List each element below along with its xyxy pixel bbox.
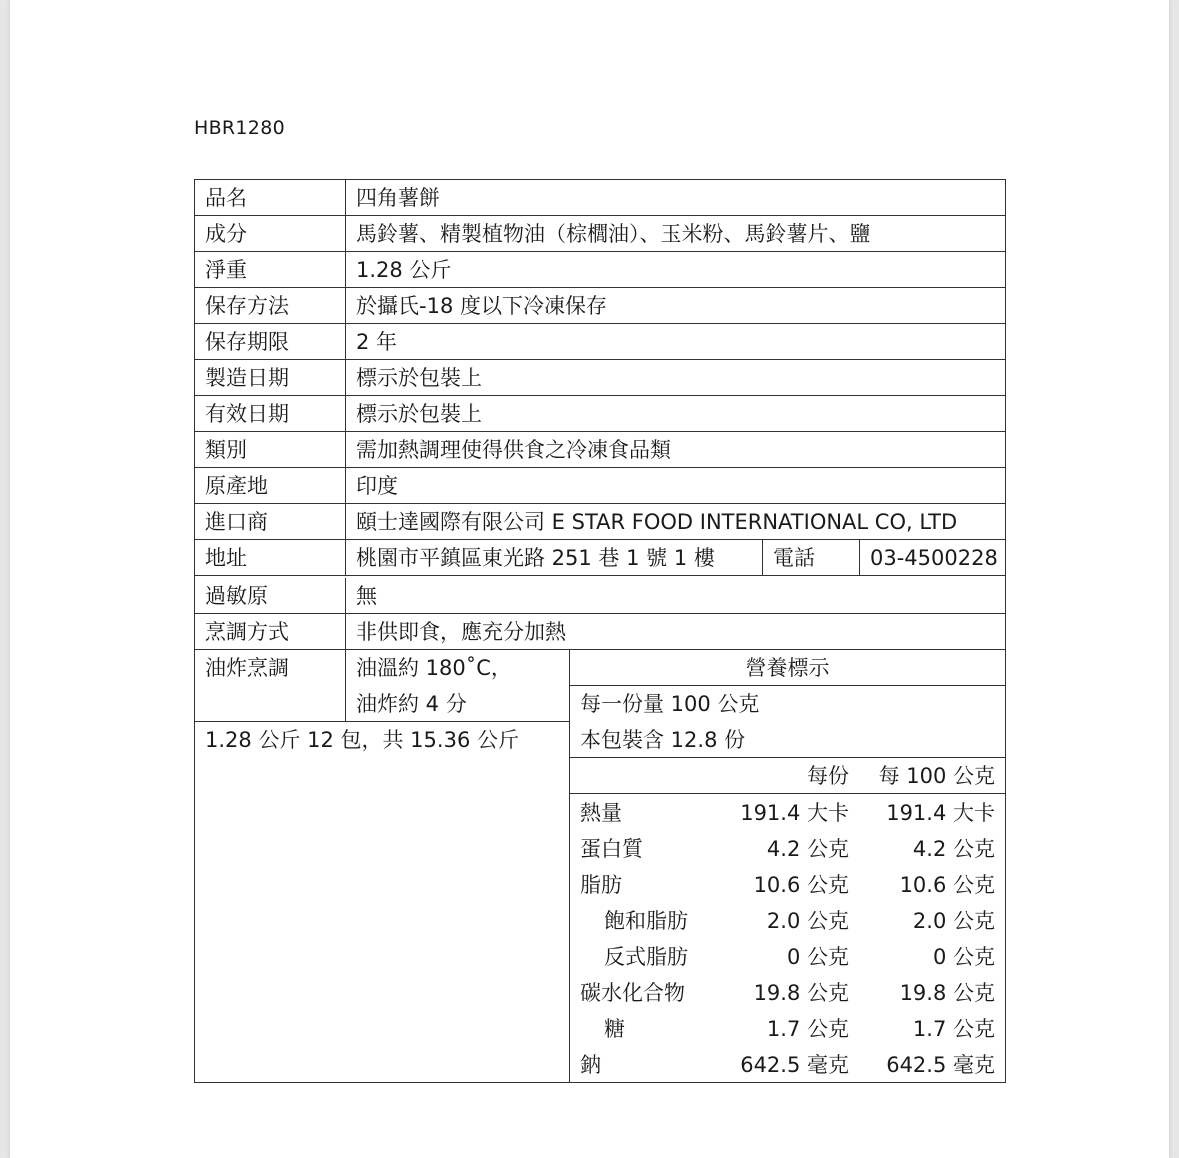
nutrient-per-serving: 4.2 公克 [766, 837, 849, 861]
row-label: 進口商 [195, 504, 346, 539]
row-net-weight [195, 252, 1005, 288]
row-name [195, 180, 1005, 216]
frying-line: 油溫約 180˚C， [356, 656, 512, 680]
row-manufacture-date [195, 360, 1005, 396]
servings-row [570, 722, 1005, 758]
row-value: 馬鈴薯、精製植物油（棕櫚油）、玉米粉、馬鈴薯片、鹽 [356, 222, 871, 246]
row-ingredients [195, 216, 1005, 252]
nutrient-row [570, 939, 1005, 975]
row-allergen [195, 578, 1005, 614]
frying-label: 油炸烹調 [195, 650, 346, 722]
nutrient-per-100g: 2.0 公克 [912, 909, 995, 933]
row-label: 保存期限 [195, 324, 346, 359]
column-header-per-100g: 每 100 公克 [878, 764, 995, 788]
product-code: HBR1280 [194, 117, 285, 139]
nutrient-name: 蛋白質 [580, 837, 643, 861]
row-origin [195, 468, 1005, 504]
nutrition-panel [569, 650, 1005, 1082]
row-value: 標示於包裝上 [356, 402, 482, 426]
nutrient-per-serving: 0 公克 [786, 945, 849, 969]
row-label: 成分 [195, 216, 346, 251]
row-importer [195, 504, 1005, 540]
address-value: 桃園市平鎮區東光路 251 巷 1 號 1 樓 [346, 540, 763, 575]
row-value: 標示於包裝上 [356, 366, 482, 390]
nutrient-name: 熱量 [580, 801, 622, 825]
nutrient-name: 飽和脂肪 [604, 909, 688, 933]
row-value: 印度 [356, 474, 398, 498]
column-header-per-serving: 每份 [807, 764, 849, 788]
row-label: 烹調方式 [195, 614, 346, 649]
nutrient-per-100g: 1.7 公克 [912, 1017, 995, 1041]
nutrient-per-100g: 19.8 公克 [899, 981, 995, 1005]
row-label: 保存方法 [195, 288, 346, 323]
frying-line: 油炸約 4 分 [356, 692, 467, 716]
row-value: 非供即食，應充分加熱 [356, 620, 566, 644]
row-cooking [195, 614, 1005, 650]
nutrient-name: 反式脂肪 [604, 945, 688, 969]
product-spec-table [194, 179, 1006, 1083]
serving-size-row [570, 686, 1005, 722]
nutrient-row [570, 1011, 1005, 1047]
nutrient-name: 糖 [604, 1017, 625, 1041]
nutrient-name: 鈉 [580, 1053, 601, 1077]
row-expiry-date [195, 396, 1005, 432]
nutrient-name: 碳水化合物 [580, 981, 685, 1005]
row-value: 1.28 公斤 [356, 258, 452, 282]
frying-instructions [346, 650, 569, 722]
row-value: 無 [356, 584, 377, 608]
row-label: 過敏原 [195, 578, 346, 613]
nutrient-name: 脂肪 [580, 873, 622, 897]
nutrient-per-100g: 642.5 毫克 [886, 1053, 995, 1077]
row-value: 2 年 [356, 330, 398, 354]
row-label: 有效日期 [195, 396, 346, 431]
nutrient-row [570, 831, 1005, 867]
nutrient-per-serving: 19.8 公克 [753, 981, 849, 1005]
nutrient-per-100g: 191.4 大卡 [886, 801, 995, 825]
row-shelf-life [195, 324, 1005, 360]
row-value: 頤士達國際有限公司 E STAR FOOD INTERNATIONAL CO, LTD [356, 510, 958, 534]
nutrition-title-row [570, 650, 1005, 686]
nutrient-row [570, 795, 1005, 831]
row-label: 原產地 [195, 468, 346, 503]
row-value: 四角薯餅 [356, 186, 440, 210]
serving-size: 每一份量 100 公克 [580, 692, 760, 716]
nutrient-row [570, 903, 1005, 939]
row-label: 地址 [195, 540, 346, 575]
nutrient-row [570, 1047, 1005, 1083]
row-label: 品名 [195, 180, 346, 215]
nutrition-header-row [570, 758, 1005, 794]
phone-value: 03-4500228 [870, 546, 998, 570]
document-page [10, 0, 1169, 1158]
row-label: 製造日期 [195, 360, 346, 395]
nutrition-title: 營養標示 [745, 656, 830, 680]
row-category [195, 432, 1005, 468]
nutrient-per-100g: 10.6 公克 [899, 873, 995, 897]
nutrient-per-100g: 0 公克 [932, 945, 995, 969]
nutrient-row [570, 867, 1005, 903]
row-address [195, 540, 1005, 576]
row-label: 類別 [195, 432, 346, 467]
nutrient-per-serving: 191.4 大卡 [740, 801, 849, 825]
nutrient-row [570, 975, 1005, 1011]
nutrient-per-serving: 642.5 毫克 [740, 1053, 849, 1077]
nutrient-per-serving: 10.6 公克 [753, 873, 849, 897]
servings-per-package: 本包裝含 12.8 份 [580, 728, 746, 752]
row-storage [195, 288, 1005, 324]
nutrient-per-serving: 1.7 公克 [766, 1017, 849, 1041]
package-note: 1.28 公斤 12 包，共 15.36 公斤 [205, 728, 519, 752]
row-value: 於攝氏-18 度以下冷凍保存 [356, 294, 607, 318]
nutrient-per-serving: 2.0 公克 [766, 909, 849, 933]
phone-label: 電話 [763, 540, 860, 575]
row-value: 需加熱調理使得供食之冷凍食品類 [356, 438, 671, 462]
nutrient-per-100g: 4.2 公克 [912, 837, 995, 861]
row-label: 淨重 [195, 252, 346, 287]
